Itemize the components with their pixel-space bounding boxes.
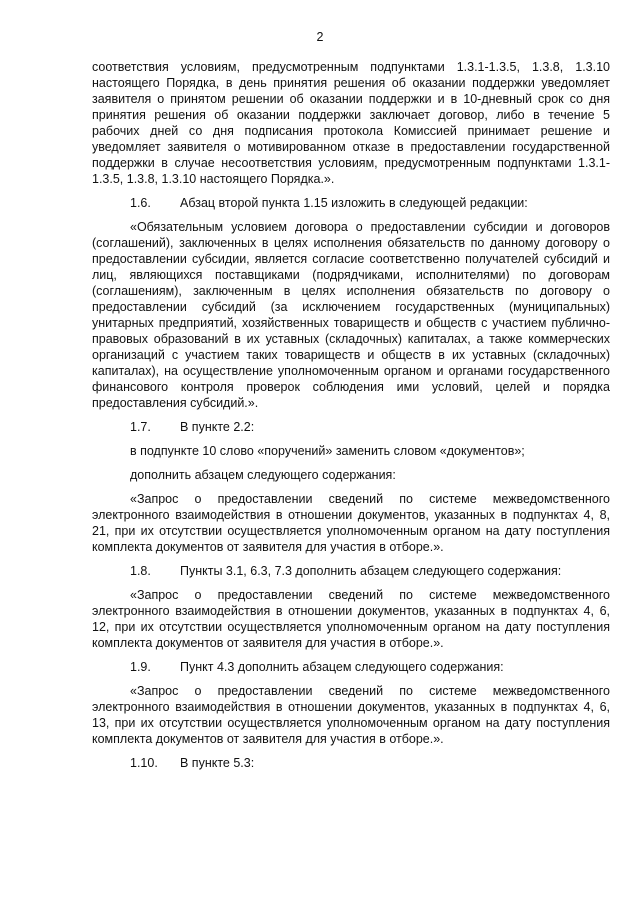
- item-number: 1.10.: [130, 756, 158, 770]
- paragraph-item-1-9: [92, 659, 610, 675]
- item-number: 1.8.: [130, 564, 151, 578]
- document-body: [92, 59, 610, 779]
- paragraph-text: дополнить абзацем следующего содержания:: [130, 468, 396, 482]
- paragraph-item-1-6: [92, 195, 610, 211]
- item-number: 1.6.: [130, 196, 151, 210]
- paragraph-subitem-10: [92, 443, 610, 459]
- paragraph-text: Абзац второй пункта 1.15 изложить в следующей редакции:: [180, 196, 528, 210]
- paragraph-text: «Запрос о предоставлении сведений по системе межведомственного электронного взаимодействия в отношении документов, указанных в подпунктах 4, 6, 13, при их отсутствии осуществляется уполномоченным органом на дату поступления комплекта документов от заявителя для участия в отборе.».: [92, 684, 610, 746]
- paragraph-item-1-10: [92, 755, 610, 771]
- paragraph-quote-2-2: [92, 491, 610, 555]
- paragraph-item-1-8: [92, 563, 610, 579]
- paragraph-continuation: [92, 59, 610, 187]
- paragraph-text: «Запрос о предоставлении сведений по системе межведомственного электронного взаимодействия в отношении документов, указанных в подпунктах 4, 6, 12, при их отсутствии осуществляется уполномоченным органом на дату поступления комплекта документов от заявителя для участия в отборе.».: [92, 588, 610, 650]
- paragraph-text: В пункте 2.2:: [180, 420, 255, 434]
- paragraph-text: «Обязательным условием договора о предоставлении субсидии и договоров (соглашений), заключенных в целях исполнения обязательств по данному договору о предоставлении субсидии, является согласие соответственно получателей субсидий и лиц, являющихся поставщиками (подрядчиками, исполнителями) по договорам (соглашениям), заключенным в целях исполнения обязательств по договору о предоставлении субсидий (за исключением государственных (муниципальных) унитарных предприятий, хозяйственных товариществ и обществ с участием публично-правовых образований в их уставных (складочных) капиталах, а также коммерческих организаций с участием таких товариществ и обществ в их уставных (складочных) капиталах), на осуществление уполномоченным органом и органами государственного финансового контроля проверок соблюдения ими условий, целей и порядка предоставления субсидий.».: [92, 220, 610, 410]
- paragraph-text: Пункты 3.1, 6.3, 7.3 дополнить абзацем следующего содержания:: [180, 564, 562, 578]
- paragraph-text: соответствия условиям, предусмотренным подпунктами 1.3.1-1.3.5, 1.3.8, 1.3.10 настоящего Порядка, в день принятия решения об оказании поддержки уведомляет заявителя о принятом решении об оказании поддержки и в 10-дневный срок со дня принятия решения об оказании поддержки заключает договор, либо в течение 5 рабочих дней со дня подписания протокола Комиссией принимает решение и уведомляет заявителя о мотивированном отказе в предоставлении государственной поддержки в случае несоответствия условиям, предусмотренным подпунктами 1.3.1-1.3.5, 1.3.8, 1.3.10 настоящего Порядка.».: [92, 60, 610, 186]
- item-number: 1.7.: [130, 420, 151, 434]
- paragraph-quote-1-15: [92, 219, 610, 411]
- paragraph-quote-3-1: [92, 587, 610, 651]
- page-number: 2: [316, 30, 324, 44]
- paragraph-add-clause: [92, 467, 610, 483]
- paragraph-text: В пункте 5.3:: [180, 756, 255, 770]
- paragraph-text: в подпункте 10 слово «поручений» заменить словом «документов»;: [130, 444, 525, 458]
- paragraph-text: «Запрос о предоставлении сведений по системе межведомственного электронного взаимодействия в отношении документов, указанных в подпунктах 4, 8, 21, при их отсутствии осуществляется уполномоченным органом на дату поступления комплекта документов от заявителя для участия в отборе.».: [92, 492, 610, 554]
- item-number: 1.9.: [130, 660, 151, 674]
- paragraph-quote-4-3: [92, 683, 610, 747]
- paragraph-item-1-7: [92, 419, 610, 435]
- paragraph-text: Пункт 4.3 дополнить абзацем следующего содержания:: [180, 660, 504, 674]
